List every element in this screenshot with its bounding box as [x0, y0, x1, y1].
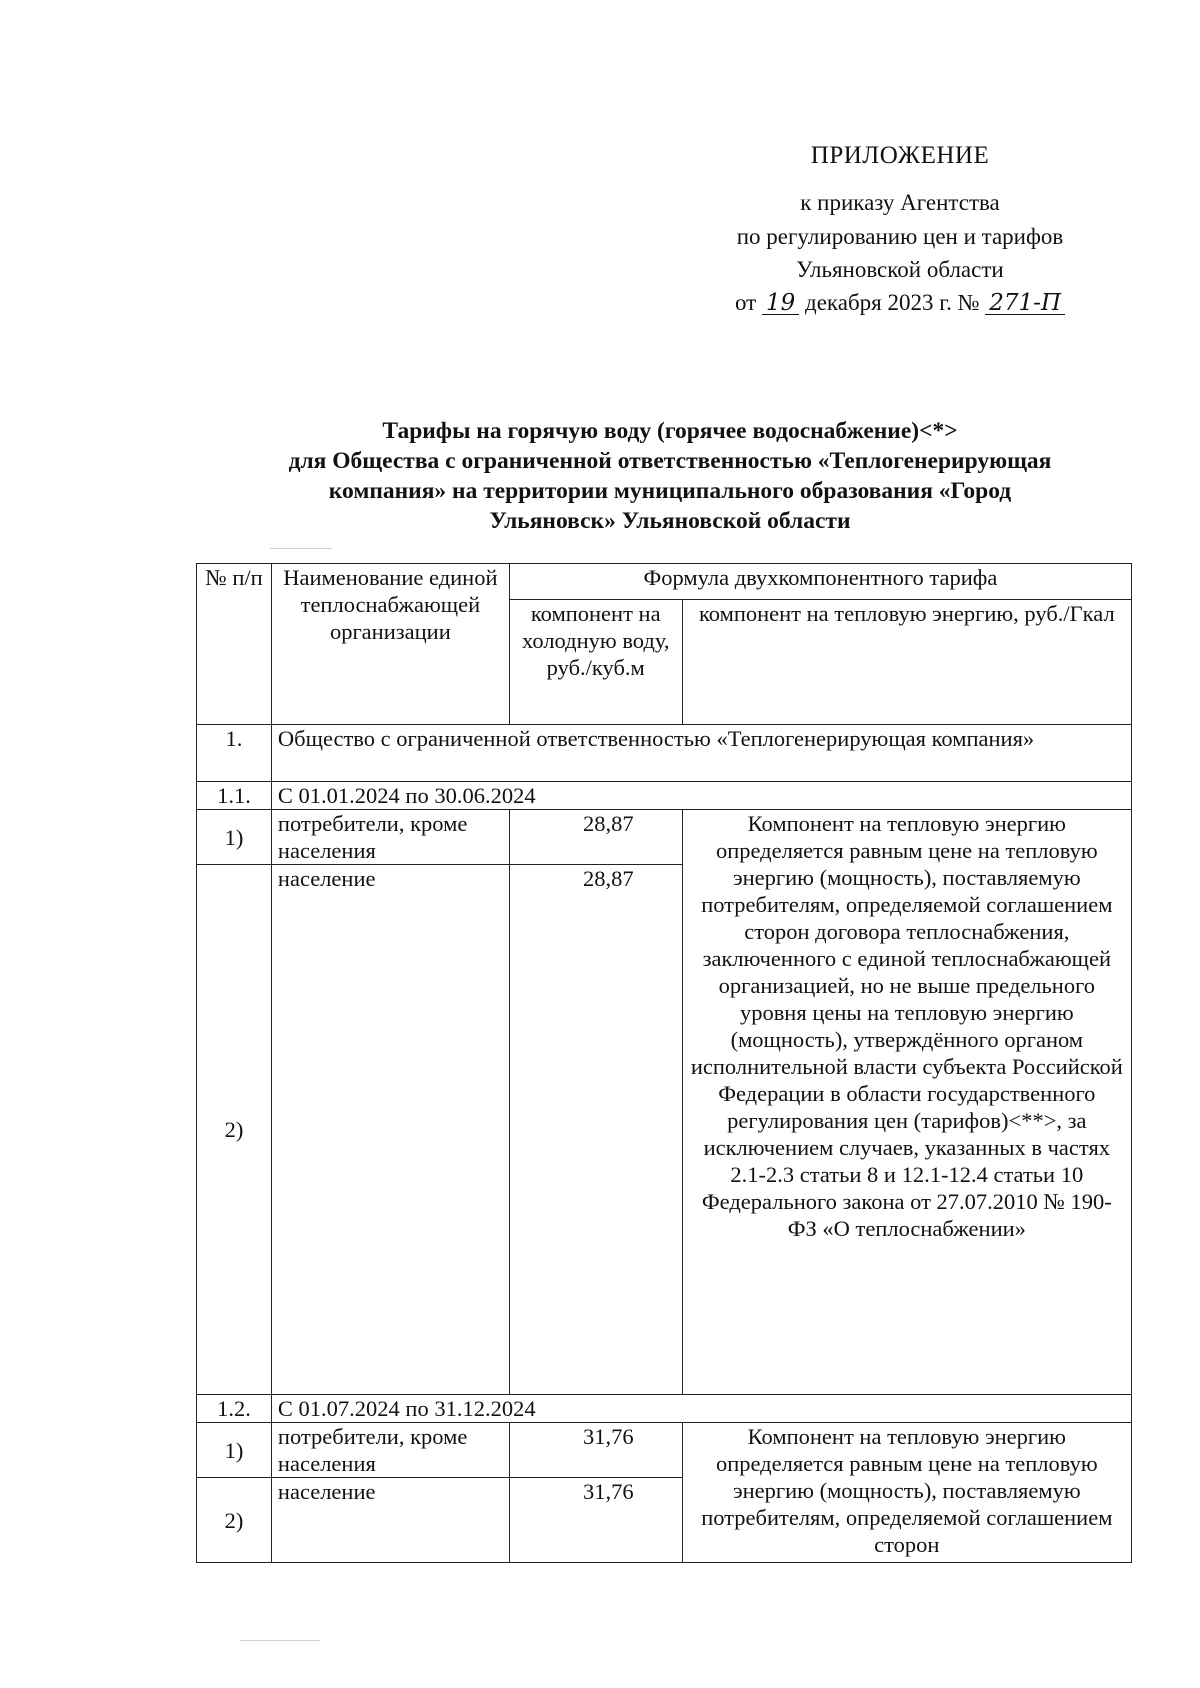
handwritten-day: 19 — [762, 292, 799, 315]
title-line-2: для Общества с ограниченной ответственностью «Теплогенерирующая — [288, 448, 1052, 474]
period-2-number: 1.2. — [197, 1395, 272, 1423]
document-title — [190, 416, 1150, 536]
header-heat-component: компонент на тепловую энергию, руб./Гкал — [682, 600, 1131, 725]
scan-mark-bottom — [240, 1640, 320, 1641]
title-line-1: Тарифы на горячую воду (горячее водоснабжение)<*> — [382, 418, 958, 444]
tariff-table — [196, 563, 1132, 1563]
date-middle: декабря 2023 г. № — [805, 290, 980, 315]
period-1-row-1-value: 28,87 — [509, 810, 682, 865]
period-1-row-1-number: 1) — [197, 810, 272, 865]
company-name: Общество с ограниченной ответственностью «Теплогенерирующая компания» — [271, 725, 1131, 782]
header-number: № п/п — [197, 564, 272, 725]
period-2-heat-component-text: Компонент на тепловую энергию определяется равным цене на тепловую энергию (мощность), поставляемую потребителям, определяемой соглашением сторон — [682, 1423, 1131, 1563]
appendix-line-3: Ульяновской области — [796, 257, 1004, 282]
period-2-row-2-number: 2) — [197, 1478, 272, 1563]
date-prefix: от — [734, 290, 757, 315]
scan-mark — [270, 548, 332, 549]
handwritten-order-number: 271-П — [985, 292, 1065, 315]
period-2-row-2-value: 31,76 — [509, 1478, 682, 1563]
period-1-heat-component-text: Компонент на тепловую энергию определяется равным цене на тепловую энергию (мощность), поставляемую потребителям, определяемой соглашением сторон договора теплоснабжения, заключенного с единой теплоснабжающей организацией, но не выше предельного уровня цены на тепловую энергию (мощность), утверждённого органом исполнительной власти субъекта Российской Федерации в области государственного регулирования цен (тарифов)<**>, за исключением случаев, указанных в частях 2.1-2.3 статьи 8 и 12.1-12.4 статьи 10 Федерального закона от 27.07.2010 № 190-ФЗ «О теплоснабжении» — [682, 810, 1131, 1395]
header-cold-water-component: компонент на холодную воду, руб./куб.м — [509, 600, 682, 725]
header-formula: Формула двухкомпонентного тарифа — [509, 564, 1131, 600]
company-number: 1. — [197, 725, 272, 782]
period-1-label: С 01.01.2024 по 30.06.2024 — [271, 782, 1131, 810]
appendix-line-2: по регулированию цен и тарифов — [736, 224, 1064, 249]
title-line-3: компания» на территории муниципального образования «Город — [328, 478, 1012, 504]
period-1-row-2-value: 28,87 — [509, 865, 682, 1395]
period-2-row-1-value: 31,76 — [509, 1423, 682, 1478]
title-line-4: Ульяновск» Ульяновской области — [489, 508, 851, 534]
period-2-row-1-name: потребители, кроме населения — [271, 1423, 509, 1478]
period-1-row-2-number: 2) — [197, 865, 272, 1395]
period-1-number: 1.1. — [197, 782, 272, 810]
period-2-label: С 01.07.2024 по 31.12.2024 — [271, 1395, 1131, 1423]
appendix-date-line — [640, 290, 1160, 316]
appendix-title: ПРИЛОЖЕНИЕ — [810, 142, 990, 169]
period-1-row-2-name: население — [271, 865, 509, 1395]
period-1-row-1-name: потребители, кроме населения — [271, 810, 509, 865]
period-2-row-1-number: 1) — [197, 1423, 272, 1478]
appendix-line-1: к приказу Агентства — [800, 190, 1000, 215]
period-2-row-2-name: население — [271, 1478, 509, 1563]
header-organization: Наименование единой теплоснабжающей организации — [271, 564, 509, 725]
